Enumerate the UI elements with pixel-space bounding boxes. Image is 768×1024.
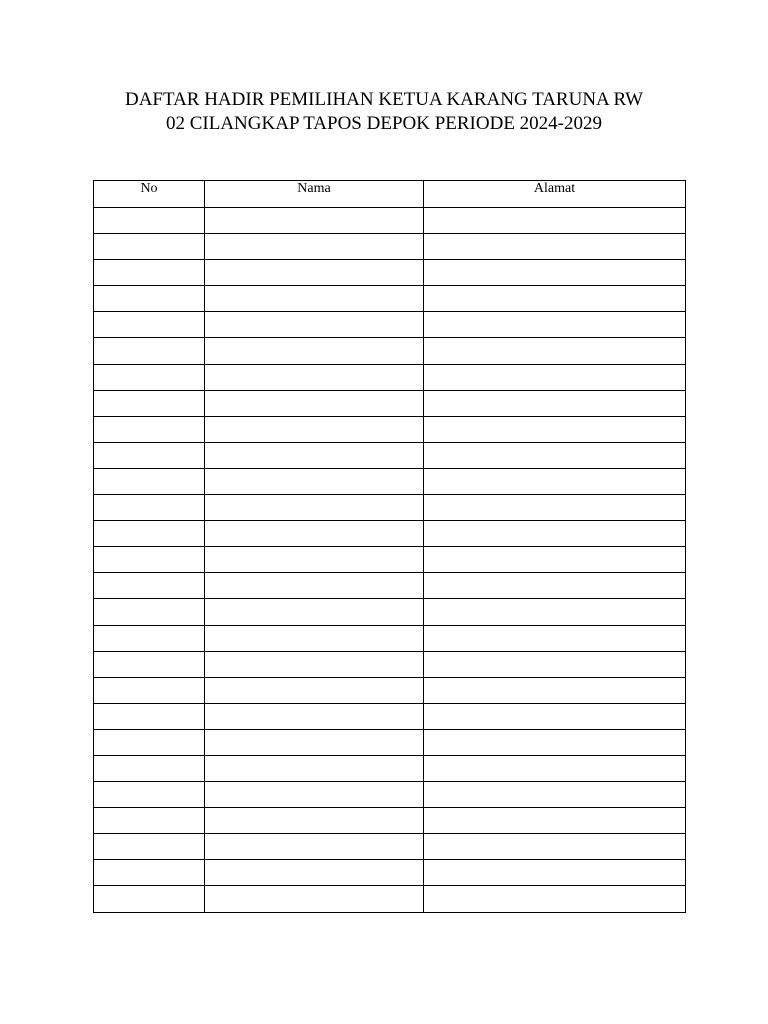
- cell-no: [94, 677, 205, 703]
- table-row: [94, 860, 686, 886]
- cell-no: [94, 599, 205, 625]
- document-title-line-2: 02 CILANGKAP TAPOS DEPOK PERIODE 2024-2029: [165, 113, 603, 134]
- cell-no: [94, 521, 205, 547]
- table-row: [94, 729, 686, 755]
- cell-no: [94, 755, 205, 781]
- cell-nama: [205, 703, 424, 729]
- cell-alamat: [424, 834, 686, 860]
- table-row: [94, 521, 686, 547]
- cell-alamat: [424, 521, 686, 547]
- table-row: [94, 782, 686, 808]
- table-row: [94, 260, 686, 286]
- cell-nama: [205, 338, 424, 364]
- table-row: [94, 234, 686, 260]
- cell-alamat: [424, 364, 686, 390]
- cell-nama: [205, 234, 424, 260]
- table-row: [94, 886, 686, 912]
- header-row: [94, 181, 686, 208]
- table-row: [94, 390, 686, 416]
- cell-alamat: [424, 677, 686, 703]
- table-row: [94, 468, 686, 494]
- cell-nama: [205, 625, 424, 651]
- cell-nama: [205, 495, 424, 521]
- cell-no: [94, 312, 205, 338]
- cell-no: [94, 651, 205, 677]
- table-row: [94, 416, 686, 442]
- table-row: [94, 547, 686, 573]
- cell-alamat: [424, 625, 686, 651]
- cell-nama: [205, 312, 424, 338]
- cell-no: [94, 703, 205, 729]
- cell-nama: [205, 860, 424, 886]
- cell-nama: [205, 782, 424, 808]
- cell-nama: [205, 286, 424, 312]
- cell-alamat: [424, 755, 686, 781]
- cell-no: [94, 208, 205, 234]
- table-row: [94, 286, 686, 312]
- cell-alamat: [424, 312, 686, 338]
- cell-no: [94, 338, 205, 364]
- cell-no: [94, 468, 205, 494]
- table-row: [94, 364, 686, 390]
- cell-nama: [205, 808, 424, 834]
- cell-nama: [205, 521, 424, 547]
- cell-nama: [205, 390, 424, 416]
- cell-alamat: [424, 468, 686, 494]
- cell-no: [94, 286, 205, 312]
- cell-nama: [205, 442, 424, 468]
- cell-no: [94, 416, 205, 442]
- cell-alamat: [424, 573, 686, 599]
- cell-nama: [205, 547, 424, 573]
- cell-no: [94, 547, 205, 573]
- cell-alamat: [424, 234, 686, 260]
- table-row: [94, 208, 686, 234]
- header-no: No: [94, 181, 205, 208]
- cell-nama: [205, 573, 424, 599]
- cell-alamat: [424, 547, 686, 573]
- cell-alamat: [424, 860, 686, 886]
- cell-nama: [205, 260, 424, 286]
- table-row: [94, 703, 686, 729]
- cell-no: [94, 234, 205, 260]
- cell-alamat: [424, 208, 686, 234]
- table-row: [94, 808, 686, 834]
- table-row: [94, 442, 686, 468]
- cell-no: [94, 495, 205, 521]
- cell-no: [94, 573, 205, 599]
- cell-no: [94, 442, 205, 468]
- table-row: [94, 755, 686, 781]
- cell-alamat: [424, 782, 686, 808]
- cell-alamat: [424, 390, 686, 416]
- cell-nama: [205, 755, 424, 781]
- cell-no: [94, 729, 205, 755]
- table-row: [94, 312, 686, 338]
- table-row: [94, 338, 686, 364]
- cell-alamat: [424, 338, 686, 364]
- table-row: [94, 834, 686, 860]
- cell-no: [94, 886, 205, 912]
- header-alamat: Alamat: [424, 181, 686, 208]
- cell-no: [94, 808, 205, 834]
- cell-no: [94, 834, 205, 860]
- cell-nama: [205, 208, 424, 234]
- cell-nama: [205, 599, 424, 625]
- cell-alamat: [424, 703, 686, 729]
- table-row: [94, 495, 686, 521]
- cell-no: [94, 625, 205, 651]
- document-title-line-1: DAFTAR HADIR PEMILIHAN KETUA KARANG TARUNA RW: [124, 89, 644, 110]
- table-row: [94, 651, 686, 677]
- attendance-table-header: [94, 181, 686, 208]
- cell-alamat: [424, 442, 686, 468]
- cell-alamat: [424, 729, 686, 755]
- cell-no: [94, 364, 205, 390]
- cell-nama: [205, 886, 424, 912]
- cell-no: [94, 260, 205, 286]
- table-row: [94, 625, 686, 651]
- header-nama: Nama: [205, 181, 424, 208]
- cell-alamat: [424, 260, 686, 286]
- document-title: [90, 88, 678, 136]
- cell-alamat: [424, 651, 686, 677]
- cell-nama: [205, 416, 424, 442]
- cell-no: [94, 782, 205, 808]
- table-row: [94, 677, 686, 703]
- cell-alamat: [424, 495, 686, 521]
- cell-nama: [205, 834, 424, 860]
- cell-alamat: [424, 286, 686, 312]
- cell-alamat: [424, 599, 686, 625]
- cell-alamat: [424, 886, 686, 912]
- table-row: [94, 573, 686, 599]
- cell-nama: [205, 364, 424, 390]
- cell-no: [94, 860, 205, 886]
- cell-no: [94, 390, 205, 416]
- attendance-table-body: [94, 208, 686, 913]
- cell-nama: [205, 729, 424, 755]
- cell-alamat: [424, 808, 686, 834]
- attendance-table: [93, 180, 686, 913]
- cell-nama: [205, 468, 424, 494]
- cell-nama: [205, 677, 424, 703]
- table-row: [94, 599, 686, 625]
- cell-alamat: [424, 416, 686, 442]
- cell-nama: [205, 651, 424, 677]
